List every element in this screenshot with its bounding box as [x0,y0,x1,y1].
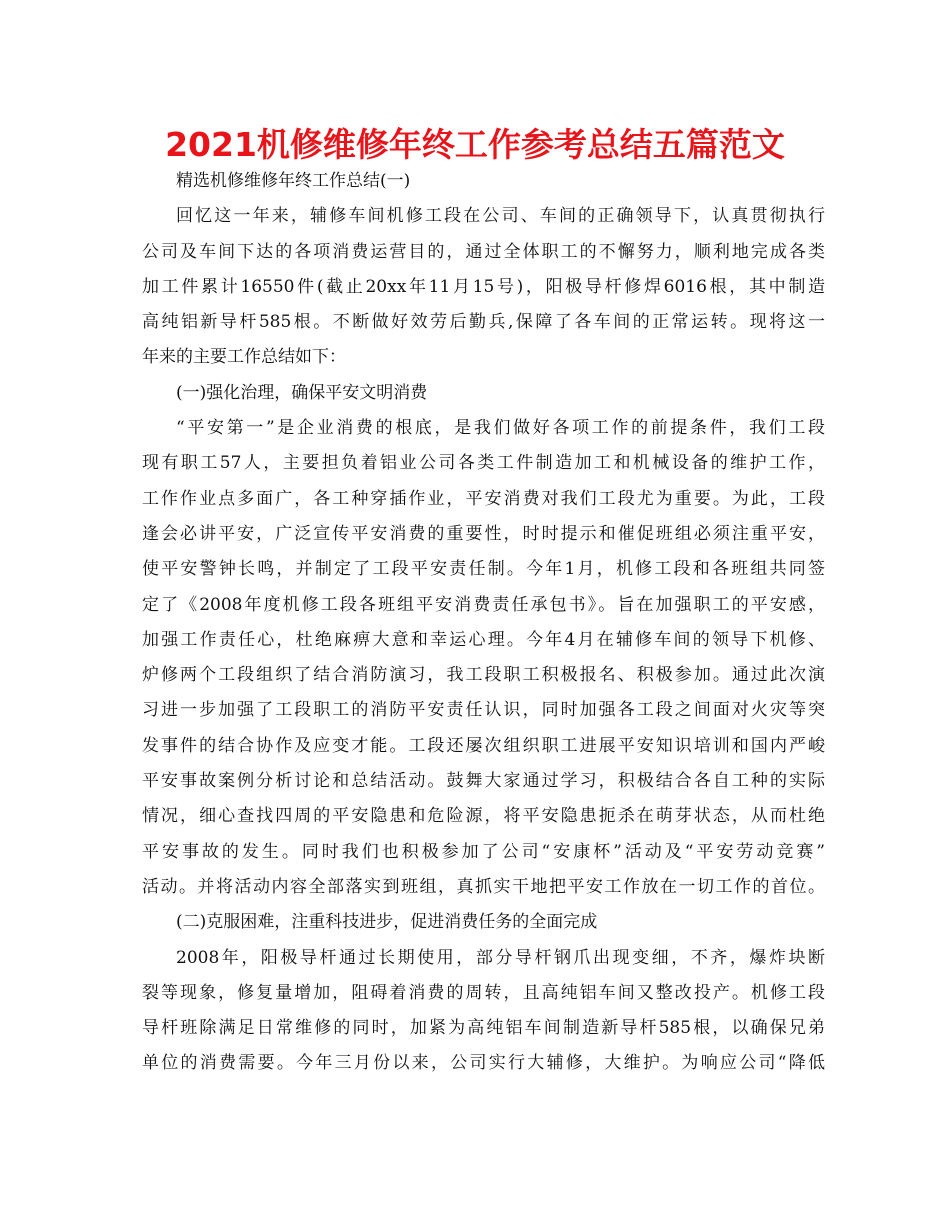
paragraph-line: 年来的主要工作总结如下： [142,347,346,368]
paragraph-line: 平安事故案例分析讨论和总结活动。鼓舞大家通过学习，积极结合各自工种的实际 [142,771,825,792]
paragraph-line: 定了《2008年度机修工段各班组平安消费责任承包书》。旨在加强职工的平安感， [142,594,825,615]
paragraph-line: 裂等现象，修复量增加，阻碍着消费的周转，且高纯铝车间又整改投产。机修工段 [142,982,825,1003]
paragraph-line: (一)强化治理，确保平安文明消费 [176,382,428,403]
paragraph-line: (二)克服困难，注重科技进步，促进消费任务的全面完成 [176,912,598,933]
paragraph-line: 公司及车间下达的各项消费运营目的，通过全体职工的不懈努力，顺利地完成各类 [142,241,825,262]
paragraph-line: 现有职工57人，主要担负着铝业公司各类工件制造加工和机械设备的维护工作， [142,453,825,474]
paragraph-line: 导杆班除满足日常维修的同时，加紧为高纯铝车间制造新导杆585根，以确保兄弟 [142,1018,825,1039]
paragraph-line: 发事件的结合协作及应变才能。工段还屡次组织职工进展平安知识培训和国内严峻 [142,735,825,756]
paragraph-line: 习进一步加强了工段职工的消防平安责任认识，同时加强各工段之间面对火灾等突 [142,700,825,721]
paragraph-line: 工作作业点多面广，各工种穿插作业，平安消费对我们工段尤为重要。为此，工段 [142,488,825,509]
document-body [142,164,825,1082]
paragraph-line: 逢会必讲平安，广泛宣传平安消费的重要性，时时提示和催促班组必须注重平安， [142,523,825,544]
paragraph-line: 精选机修维修年终工作总结(一) [176,171,411,191]
paragraph-line: 情况，细心查找四周的平安隐患和危险源，将平安隐患扼杀在萌芽状态，从而杜绝 [142,806,825,827]
paragraph-line: 单位的消费需要。今年三月份以来，公司实行大辅修，大维护。为响应公司“降低 [142,1053,825,1074]
paragraph-line: 加工件累计16550件(截止20xx年11月15号)，阳极导杆修焊6016根，其中制造 [142,276,825,297]
paragraph-line: 使平安警钟长鸣，并制定了工段平安责任制。今年1月，机修工段和各班组共同签 [142,559,825,580]
paragraph-line: 回忆这一年来，辅修车间机修工段在公司、车间的正确领导下，认真贯彻执行 [176,206,825,227]
paragraph-line: 炉修两个工段组织了结合消防演习，我工段职工积极报名、积极参加。通过此次演 [142,665,825,686]
document-title: 2021机修维修年终工作参考总结五篇范文 [165,125,785,164]
paragraph-line: “平安第一”是企业消费的根底，是我们做好各项工作的前提条件，我们工段 [176,418,825,439]
paragraph-line: 加强工作责任心，杜绝麻痹大意和幸运心理。今年4月在辅修车间的领导下机修、 [142,629,825,650]
paragraph-line: 2008年，阳极导杆通过长期使用，部分导杆钢爪出现变细，不齐，爆炸块断 [176,947,825,968]
paragraph-line: 平安事故的发生。同时我们也积极参加了公司“安康杯”活动及“平安劳动竞赛” [142,841,825,862]
paragraph-line: 高纯铝新导杆585根。不断做好效劳后勤兵,保障了各车间的正常运转。现将这一 [142,312,825,333]
paragraph-line: 活动。并将活动内容全部落实到班组，真抓实干地把平安工作放在一切工作的首位。 [142,876,825,897]
